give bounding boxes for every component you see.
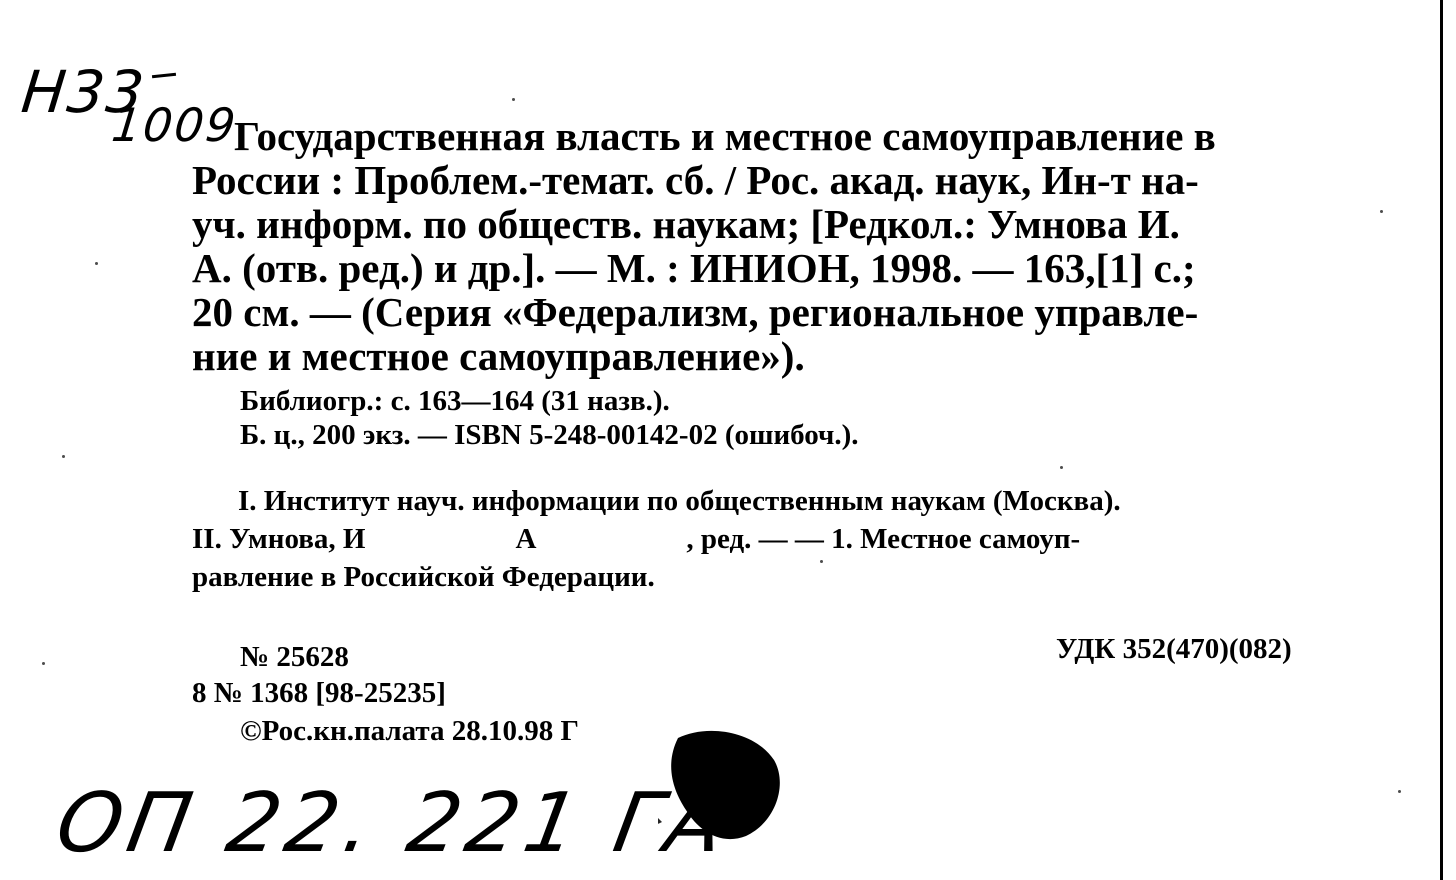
speck [1380, 210, 1383, 213]
handwritten-class-subcode: 1009 [109, 98, 240, 152]
price-isbn-note: Б. ц., 200 экз. — ISBN 5-248-00142-02 (ошибоч.). [240, 419, 859, 451]
speck [1060, 466, 1063, 469]
registration-number: 8 № 1368 [98-25235] [192, 677, 446, 709]
speck [42, 662, 45, 665]
speck [512, 98, 515, 101]
entry-line: 20 см. — (Серия «Федерализм, региональное управле- [192, 289, 1199, 335]
speck [1398, 790, 1401, 793]
speck [820, 560, 823, 563]
tracing-editor-name: II. Умнова, И [192, 523, 366, 555]
tracing-line [192, 520, 1340, 558]
card-edge [1440, 0, 1443, 880]
tracing-line: равление в Российской Федерации. [192, 561, 655, 593]
speck [62, 455, 65, 458]
tracing-subject: , ред. — — 1. Местное самоуп- [686, 523, 1081, 555]
tracings [192, 482, 1340, 596]
bibliography-note: Библиогр.: с. 163—164 (31 назв.). [240, 385, 670, 417]
bibliographic-entry [192, 114, 1340, 378]
handwritten-shelf-mark: ОП 22. 221 ГА [49, 776, 738, 871]
handwritten-class-code: Н33 [18, 58, 149, 126]
entry-line: ние и местное самоуправление»). [192, 333, 805, 379]
udk-code: УДК 352(470)(082) [1056, 633, 1292, 665]
speck [95, 262, 98, 265]
entry-line: уч. информ. по обществ. наукам; [Редкол.: Умнова И. [192, 201, 1180, 247]
copyright-line: ©Рос.кн.палата 28.10.98 Г [240, 715, 579, 747]
tracing-line: I. Институт науч. информации по общественным наукам (Москва). [238, 485, 1121, 517]
entry-line: России : Проблем.-темат. сб. / Рос. акад. наук, Ин-т на- [192, 157, 1199, 203]
card-number: № 25628 [240, 641, 349, 673]
handwritten-fraction-bar [152, 73, 176, 78]
entry-line: А. (отв. ред.) и др.]. — М. : ИНИОН, 1998. — 163,[1] с.; [192, 245, 1196, 291]
tracing-editor-initial: А [515, 523, 537, 555]
entry-line: Государственная власть и местное самоуправление в [234, 113, 1216, 159]
